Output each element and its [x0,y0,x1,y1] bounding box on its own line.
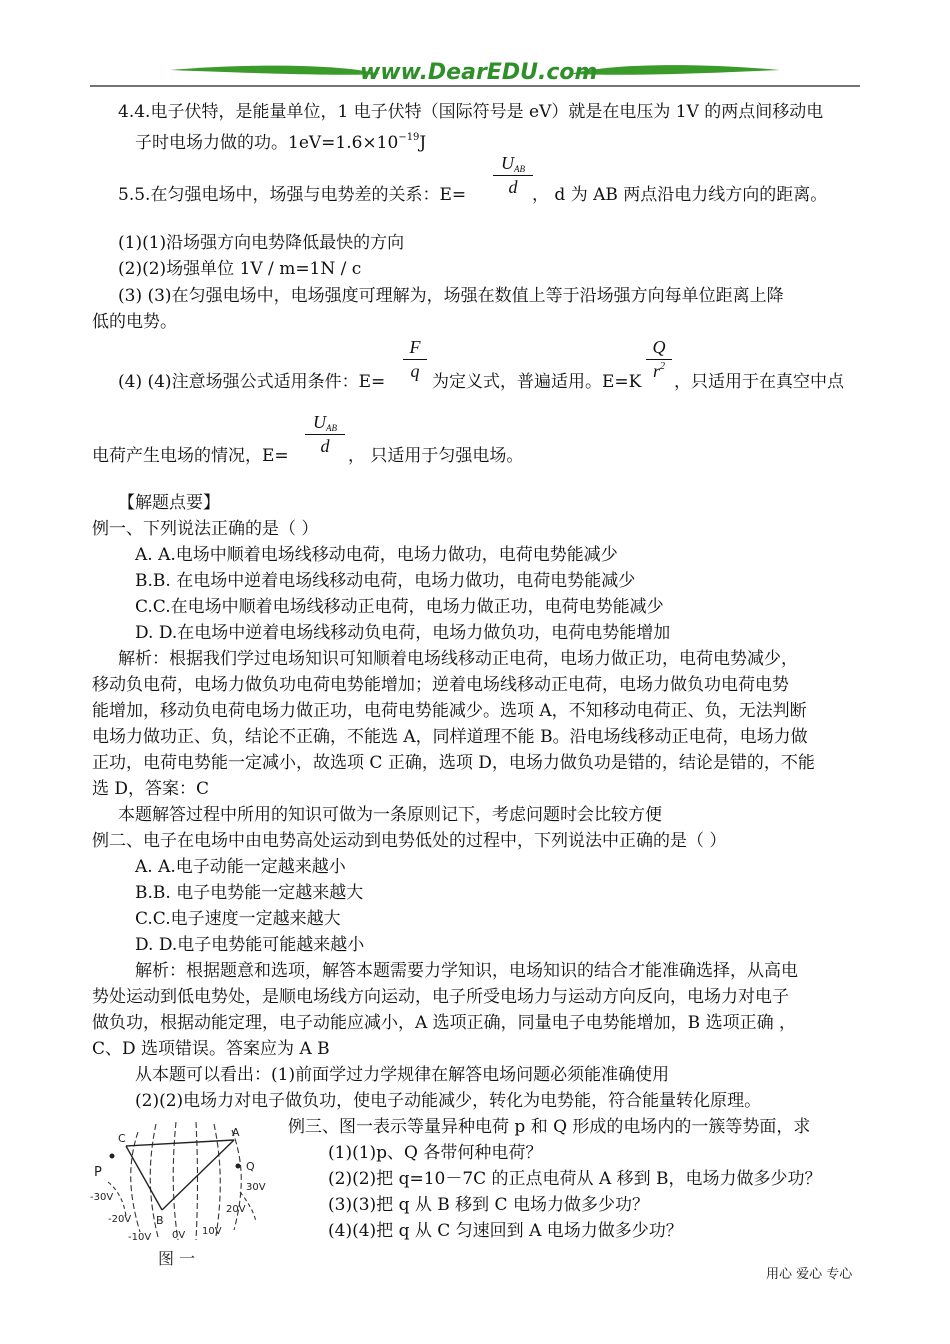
text-line: 低的电势。 [92,312,177,332]
text-line: 本题解答过程中所用的知识可做为一条原则记下，考虑问题时会比较方便 [118,805,662,825]
text-line: 为定义式，普遍适用。E=K [432,372,642,392]
text-line: 解析：根据题意和选项，解答本题需要力学知识，电场知识的结合才能准确选择，从高电 [135,961,798,981]
exponent: −19 [398,132,420,143]
text-line: 解析：根据我们学过电场知识可知顺着电场线移动正电荷，电场力做正功，电荷电势减少， [118,649,798,669]
formula-fraction [493,153,533,198]
option-line: C.C.电子速度一定越来越大 [135,909,341,929]
frac-denominator: q [410,361,420,381]
text-line: 选 D，答案：C [92,779,210,799]
option-line: D. D.电子电势能可能越来越小 [135,935,365,955]
text-line: 能增加，移动负电荷电场力做正功，电荷电势能减少。选项 A，不知移动电荷正、负，无法判断 [92,701,807,721]
text-line: (2)(2)电场力对电子做负功，使电子动能减少，转化为电势能，符合能量转化原理。 [135,1091,762,1111]
sub-question: (3)(3)把 q 从 B 移到 C 电场力做多少功？ [328,1195,649,1215]
text-line: (4) (4)注意场强公式适用条件：E= [118,372,386,392]
formula-fraction [305,412,345,457]
sub-question: (4)(4)把 q 从 C 匀速回到 A 电场力做多少功？ [328,1221,683,1241]
triangle-abc [126,1140,234,1210]
label-p: P [94,1165,102,1180]
frac-numerator: $U_{AB}$ [313,412,337,433]
label-a: A [232,1126,240,1139]
frac-denominator: $r^2$ [652,361,665,381]
equipotential-figure [88,1112,288,1272]
frac-numerator: Q [652,337,666,357]
text-line: ，只适用于在真空中点 [674,372,844,392]
text-line: ， d 为 AB 两点沿电力线方向的距离。 [532,185,828,205]
label-minus20v: -20V [108,1214,132,1225]
text-line: 5.5.在匀强电场中，场强与电势差的关系：E= [118,185,467,205]
frac-numerator: $U_{AB}$ [501,153,525,174]
text-line: (2)(2)场强单位 1V / m=1N / c [118,259,362,279]
label-minus30v: -30V [90,1192,114,1203]
figure-caption: 图 一 [158,1249,196,1268]
label-30v: 30V [246,1182,266,1193]
label-10v: 10V [202,1226,222,1237]
option-line: C.C.在电场中顺着电场线移动正电荷，电场力做正功，电荷电势能减少 [135,597,664,617]
text-line: 正功，电荷电势能一定减小，故选项 C 正确，选项 D，电场力做负功是错的，结论是错的，不能 [92,753,815,773]
text-span: 子时电场力做的功。1eV=1.6×10 [135,133,399,153]
frac-denominator: d [508,177,518,197]
question-title: 例一、下列说法正确的是（ ） [92,519,319,539]
text-line: (3) (3)在匀强电场中，电场强度可理解为，场强在数值上等于沿场强方向每单位距离上降 [118,286,784,306]
label-0v: 0V [172,1230,186,1241]
option-line: A. A.电场中顺着电场线移动电荷，电场力做功，电荷电势能减少 [135,545,618,565]
text-line: (1)(1)沿场强方向电势降低最快的方向 [118,233,405,253]
label-20v: 20V [226,1204,246,1215]
label-b: B [156,1214,164,1227]
text-line: ， 只适用于匀强电场。 [348,446,524,466]
text-line: 做负功，根据动能定理，电子动能应减小，A 选项正确，同量电子电势能增加，B 选项正确 ， [92,1013,796,1033]
text-line: 移动负电荷，电场力做负功电荷电势能增加；逆着电场线移动正电荷，电场力做负功电荷电势 [92,675,789,695]
text-span: J [419,133,427,153]
frac-denominator: d [320,436,330,456]
option-line: D. D.在电场中逆着电场线移动负电荷，电场力做负功，电荷电势能增加 [135,623,671,643]
label-minus10v: -10V [128,1232,152,1243]
page-footer: 用心 爱心 专心 [766,1267,853,1282]
option-line: B.B. 电子电势能一定越来越大 [135,883,364,903]
formula-fraction [403,337,427,382]
sub-question: (1)(1)p、Q 各带何种电荷？ [328,1143,543,1163]
text-line [135,127,426,154]
frac-numerator: F [409,337,421,357]
charge-q-dot [236,1164,241,1169]
text-line: C、D 选项错误。答案应为 A B [92,1039,330,1059]
question-title: 例二、电子在电场中由电势高处运动到电势低处的过程中，下列说法中正确的是（ ） [92,831,727,851]
text-line: 电荷产生电场的情况，E= [92,446,289,466]
text-line: 4.4.电子伏特，是能量单位，1 电子伏特（国际符号是 eV）就是在电压为 1V 的两点间移动电 [118,102,824,122]
text-line: 电场力做功正、负，结论不正确，不能选 A，同样道理不能 B。沿电场线移动正电荷，电场力做 [92,727,808,747]
option-line: B.B. 在电场中逆着电场线移动电荷，电场力做功，电荷电势能减少 [135,571,636,591]
option-line: A. A.电子动能一定越来越小 [135,857,346,877]
text-line: 势处运动到低电势处，是顺电场线方向运动，电子所受电场力与运动方向反向，电场力对电子 [92,987,789,1007]
formula-fraction [646,337,672,382]
site-url: www.DearEDU.com [360,60,598,85]
section-heading: 【解题点要】 [118,493,220,513]
sub-question: (2)(2)把 q=10－7C 的正点电荷从 A 移到 B，电场力做多少功？ [328,1169,822,1189]
label-c: C [118,1132,126,1145]
question-title: 例三、图一表示等量异种电荷 p 和 Q 形成的电场内的一簇等势面，求 [288,1117,811,1137]
site-header-banner [90,58,860,88]
label-q: Q [246,1160,255,1173]
charge-p-dot [110,1154,115,1159]
text-line: 从本题可以看出：(1)前面学过力学规律在解答电场问题必须能准确使用 [135,1065,670,1085]
